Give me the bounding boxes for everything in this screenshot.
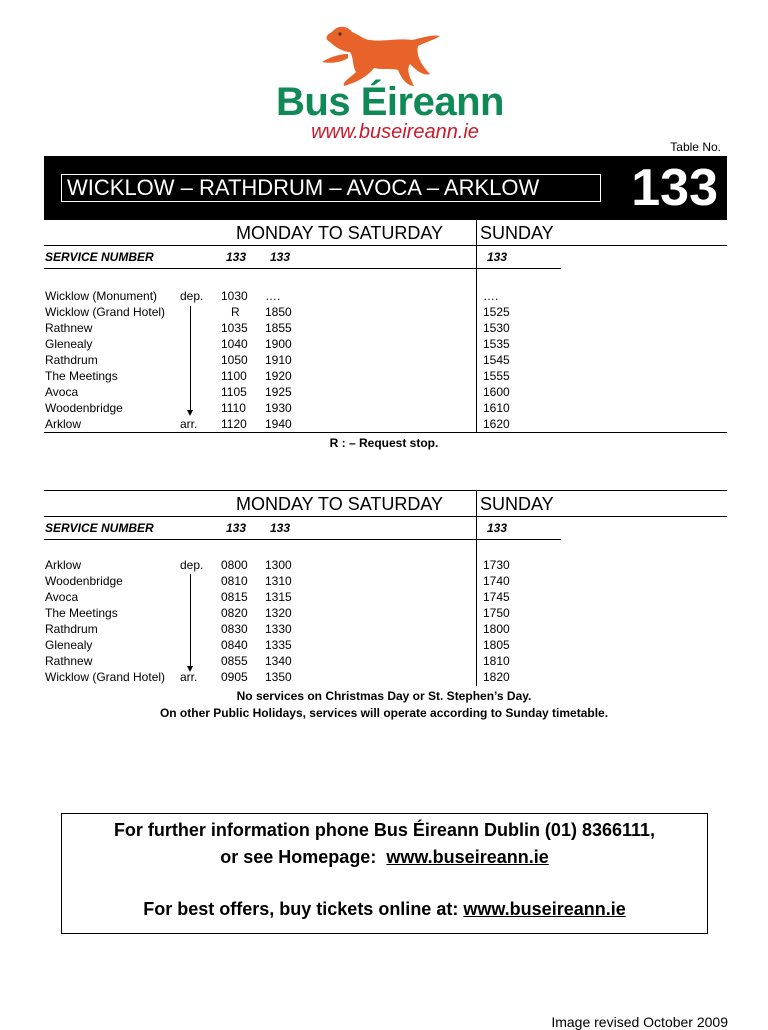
time-cell: 1120 — [221, 417, 247, 431]
table-row — [0, 320, 768, 336]
time-cell: 1620 — [483, 417, 510, 431]
stop-rows — [0, 557, 768, 685]
stop-name: Rathdrum — [45, 353, 98, 367]
time-cell: …. — [265, 289, 281, 303]
time-cell: 1315 — [265, 590, 292, 604]
time-cell: 1925 — [265, 385, 292, 399]
time-cell: 1740 — [483, 574, 510, 588]
time-cell: 1805 — [483, 638, 510, 652]
time-cell: 1335 — [265, 638, 292, 652]
time-cell: 1555 — [483, 369, 510, 383]
time-cell: 1900 — [265, 337, 292, 351]
time-cell: 1300 — [265, 558, 292, 572]
time-cell: …. — [483, 289, 499, 303]
stop-name: Woodenbridge — [45, 574, 123, 588]
stop-name: The Meetings — [45, 369, 118, 383]
table-row — [0, 352, 768, 368]
stop-name: The Meetings — [45, 606, 118, 620]
time-cell: 1910 — [265, 353, 292, 367]
divider — [44, 245, 727, 246]
table-row — [0, 384, 768, 400]
time-cell: 1110 — [221, 401, 246, 415]
divider — [44, 539, 561, 540]
time-cell: 0840 — [221, 638, 248, 652]
time-cell: 1545 — [483, 353, 510, 367]
time-cell: 1610 — [483, 401, 510, 415]
route-title-bar — [44, 156, 727, 220]
stop-mark: dep. — [180, 558, 204, 572]
info-homepage-line — [62, 847, 707, 868]
table-row — [0, 557, 768, 573]
time-cell: 1310 — [265, 574, 292, 588]
table-row — [0, 400, 768, 416]
time-cell: 1040 — [221, 337, 248, 351]
table-number: 133 — [631, 159, 718, 217]
time-cell: 0800 — [221, 558, 248, 572]
time-cell: 0830 — [221, 622, 248, 636]
stop-name: Avoca — [45, 590, 79, 604]
time-cell: 1050 — [221, 353, 248, 367]
time-cell: 1530 — [483, 321, 510, 335]
time-cell: 1330 — [265, 622, 292, 636]
stop-mark: arr. — [180, 417, 198, 431]
stop-name: Wicklow (Grand Hotel) — [45, 305, 166, 319]
table-row — [0, 589, 768, 605]
tickets-link[interactable]: www.buseireann.ie — [463, 899, 626, 919]
time-cell: 1100 — [221, 369, 247, 383]
time-cell: 1850 — [265, 305, 292, 319]
time-cell: 1730 — [483, 558, 510, 572]
time-cell: 0820 — [221, 606, 248, 620]
service-number: 133 — [226, 521, 247, 535]
sunday-heading: SUNDAY — [480, 223, 554, 243]
request-stop-note: R : – Request stop. — [329, 436, 439, 450]
holiday-note: No services on Christmas Day or St. Stephen’s Day. — [236, 689, 532, 703]
table-row — [0, 416, 768, 432]
time-cell: 1855 — [265, 321, 292, 335]
service-number: 133 — [487, 521, 508, 535]
stop-mark: arr. — [180, 670, 198, 684]
table-no-label: Table No. — [670, 140, 721, 154]
time-cell: 1350 — [265, 670, 292, 684]
time-cell: 1535 — [483, 337, 510, 351]
brand-name: Bus Éireann — [276, 80, 504, 124]
table-row — [0, 304, 768, 320]
table-row — [0, 637, 768, 653]
time-cell: 1930 — [265, 401, 292, 415]
time-cell: 1525 — [483, 305, 510, 319]
time-cell: 1035 — [221, 321, 248, 335]
stop-name: Wicklow (Monument) — [45, 289, 158, 303]
stop-name: Avoca — [45, 385, 79, 399]
brand-url[interactable]: www.buseireann.ie — [311, 121, 479, 143]
time-cell: 1340 — [265, 654, 292, 668]
homepage-link[interactable]: www.buseireann.ie — [386, 847, 549, 867]
time-cell: 0815 — [221, 590, 248, 604]
divider — [44, 268, 561, 269]
route-title: WICKLOW – RATHDRUM – AVOCA – ARKLOW — [61, 174, 601, 202]
time-cell: 1820 — [483, 670, 510, 684]
info-box — [61, 813, 708, 934]
stop-name: Rathdrum — [45, 622, 98, 636]
stop-name: Arklow — [45, 417, 82, 431]
stop-name: Glenealy — [45, 337, 93, 351]
divider — [44, 490, 727, 491]
stop-mark: dep. — [180, 289, 204, 303]
stop-name: Wicklow (Grand Hotel) — [45, 670, 166, 684]
time-cell: 1745 — [483, 590, 510, 604]
stop-name: Woodenbridge — [45, 401, 123, 415]
stop-name: Rathnew — [45, 654, 93, 668]
info-tickets-line — [62, 899, 707, 920]
table-row — [0, 573, 768, 589]
stop-name: Glenealy — [45, 638, 93, 652]
table-row — [0, 605, 768, 621]
time-cell: 1940 — [265, 417, 292, 431]
time-cell: 1320 — [265, 606, 292, 620]
sunday-heading: SUNDAY — [480, 494, 554, 514]
time-cell: 1800 — [483, 622, 510, 636]
revision-note: Image revised October 2009 — [551, 1014, 728, 1030]
time-cell: 1750 — [483, 606, 510, 620]
table-row — [0, 288, 768, 304]
time-cell: 0810 — [221, 574, 248, 588]
time-cell: 0855 — [221, 654, 248, 668]
weekday-heading: MONDAY TO SATURDAY — [236, 494, 444, 514]
time-cell: 1920 — [265, 369, 292, 383]
time-cell: 1105 — [221, 385, 247, 399]
public-holiday-note: On other Public Holidays, services will operate according to Sunday timetable. — [159, 706, 609, 720]
divider — [44, 516, 727, 517]
info-homepage-prefix: or see Homepage: — [220, 847, 377, 867]
stop-name: Rathnew — [45, 321, 93, 335]
time-cell: 1600 — [483, 385, 510, 399]
divider — [44, 432, 727, 433]
table-row — [0, 653, 768, 669]
table-row — [0, 669, 768, 685]
weekday-heading: MONDAY TO SATURDAY — [236, 223, 444, 243]
info-phone-line: For further information phone Bus Éireann Dublin (01) 8366111, — [113, 820, 656, 840]
time-cell: R — [231, 305, 240, 319]
service-number: 133 — [226, 250, 247, 264]
service-number: 133 — [270, 250, 291, 264]
service-number: 133 — [270, 521, 291, 535]
stop-rows — [0, 288, 768, 432]
stop-name: Arklow — [45, 558, 82, 572]
info-tickets-prefix: For best offers, buy tickets online at: — [143, 899, 459, 919]
time-cell: 1030 — [221, 289, 248, 303]
time-cell: 0905 — [221, 670, 248, 684]
table-row — [0, 621, 768, 637]
service-number-label: SERVICE NUMBER — [45, 521, 154, 535]
table-row — [0, 368, 768, 384]
service-number-label: SERVICE NUMBER — [45, 250, 154, 264]
table-row — [0, 336, 768, 352]
time-cell: 1810 — [483, 654, 510, 668]
service-number: 133 — [487, 250, 508, 264]
